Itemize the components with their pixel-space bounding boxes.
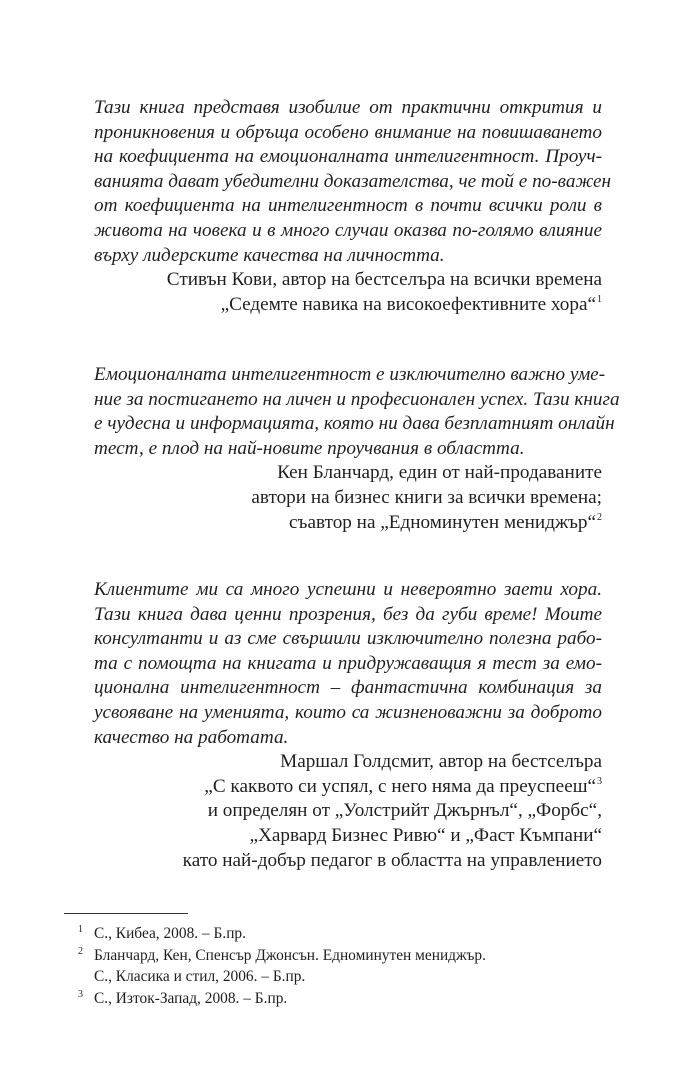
footnote-ref-3[interactable]: 3 xyxy=(597,775,602,787)
endorsement-quote-3 xyxy=(94,578,602,873)
quote-3-book-title: „С каквото си успял, с него няма да преуспееш“ xyxy=(204,775,596,797)
quote-3-line-2: Тази книга дава ценни прозрения, без да губи време! Моите xyxy=(94,603,602,625)
footnote-2 xyxy=(66,945,626,988)
quote-1-text xyxy=(94,96,612,268)
quote-1-line-2: проникновения и обръща особено внимание на повишаването xyxy=(94,121,602,143)
quote-3-attribution xyxy=(94,750,602,873)
quote-2-line-4: тест, е плод на най-новите проучвания в областта. xyxy=(94,437,525,459)
quote-2-text xyxy=(94,363,620,461)
footnotes-section xyxy=(66,923,626,1009)
quote-3-line-6: усвояване на уменията, които са жизненоважни за доброто xyxy=(94,701,602,723)
quote-2-attribution xyxy=(94,461,602,535)
footnote-3-line-1: С., Изток-Запад, 2008. – Б.пр. xyxy=(94,989,288,1007)
quote-1-line-5: от коефициента на интелигентност в почти всички роли в xyxy=(94,195,602,217)
quote-3-line-5: ционална интелигентност – фантастична комбинация за xyxy=(94,677,602,699)
footnote-1-line-1: С., Кибеа, 2008. – Б.пр. xyxy=(94,925,246,942)
quote-3-line-7: качество на работата. xyxy=(94,726,289,748)
endorsement-quote-1 xyxy=(94,96,612,317)
footnote-ref-2[interactable]: 2 xyxy=(597,511,602,523)
quote-3-line-3: консултанти и аз сме свършили изключително полезна рабо- xyxy=(94,628,602,650)
footnote-3-number: 3 xyxy=(78,988,83,1000)
endorsement-quote-2 xyxy=(94,363,620,535)
footnote-2-line-1: Бланчард, Кен, Спенсър Джонсън. Едноминутен мениджър. xyxy=(94,946,486,964)
quote-3-line-4: та с помощта на книгата и придружаващия я тест за емо- xyxy=(94,652,602,674)
quote-1-attribution-line-2 xyxy=(94,293,602,318)
quote-1-line-1: Тази книга представя изобилие от практични открития и xyxy=(94,97,602,118)
quote-1-line-6: живота на човека и в много случаи оказва по-голямо влияние xyxy=(94,219,602,241)
footnote-2-line-2: С., Класика и стил, 2006. – Б.пр. xyxy=(94,968,306,986)
footnote-2-number: 2 xyxy=(78,945,83,957)
quote-2-attribution-line-3 xyxy=(94,511,602,536)
quote-3-text xyxy=(94,578,602,750)
quote-1-line-4: ванията дават убедителни доказателства, че той е по-важен xyxy=(94,170,612,192)
quote-1-line-7: върху лидерските качества на личността. xyxy=(94,244,445,266)
quote-1-attribution-line-1: Стивън Кови, автор на бестселъра на всички времена xyxy=(166,269,602,291)
quote-3-attribution-line-5: като най-добър педагог в областта на управлението xyxy=(182,849,602,871)
footnote-1-number: 1 xyxy=(78,924,83,935)
quote-3-attribution-line-3: и определян от „Уолстрийт Джърнъл“, „Форбс“, xyxy=(207,800,602,822)
quote-2-attribution-line-1: Кен Бланчард, един от най-продаваните xyxy=(277,462,602,484)
quote-3-attribution-line-1: Маршал Голдсмит, автор на бестселъра xyxy=(280,751,602,773)
quote-2-line-3: е чудесна и информацията, която ни дава безплатният онлайн xyxy=(94,413,615,435)
quote-2-attribution-line-2: автори на бизнес книги за всички времена; xyxy=(251,486,602,508)
footnote-ref-1[interactable]: 1 xyxy=(597,293,602,305)
quote-1-attribution xyxy=(94,268,602,317)
footnote-3 xyxy=(66,988,626,1010)
footnote-1 xyxy=(66,923,626,945)
quote-2-book-title: съавтор на „Едноминутен мениджър“ xyxy=(289,511,596,533)
quote-1-book-title: „Седемте навика на високоефективните хора“ xyxy=(220,293,596,315)
quote-3-attribution-line-4: „Харвард Бизнес Ривю“ и „Фаст Къмпани“ xyxy=(249,824,602,846)
quote-3-attribution-line-2 xyxy=(94,775,602,800)
footnote-divider xyxy=(64,913,188,914)
quote-1-line-3: на коефициента на емоционалната интелигентност. Проуч- xyxy=(94,146,602,168)
quote-2-line-2: ние за постигането на личен и професионален успех. Тази книга xyxy=(94,388,620,410)
quote-2-line-1: Емоционалната интелигентност е изключително важно уме- xyxy=(94,364,606,385)
quote-3-line-1: Клиентите ми са много успешни и невероятно заети хора. xyxy=(94,579,602,600)
